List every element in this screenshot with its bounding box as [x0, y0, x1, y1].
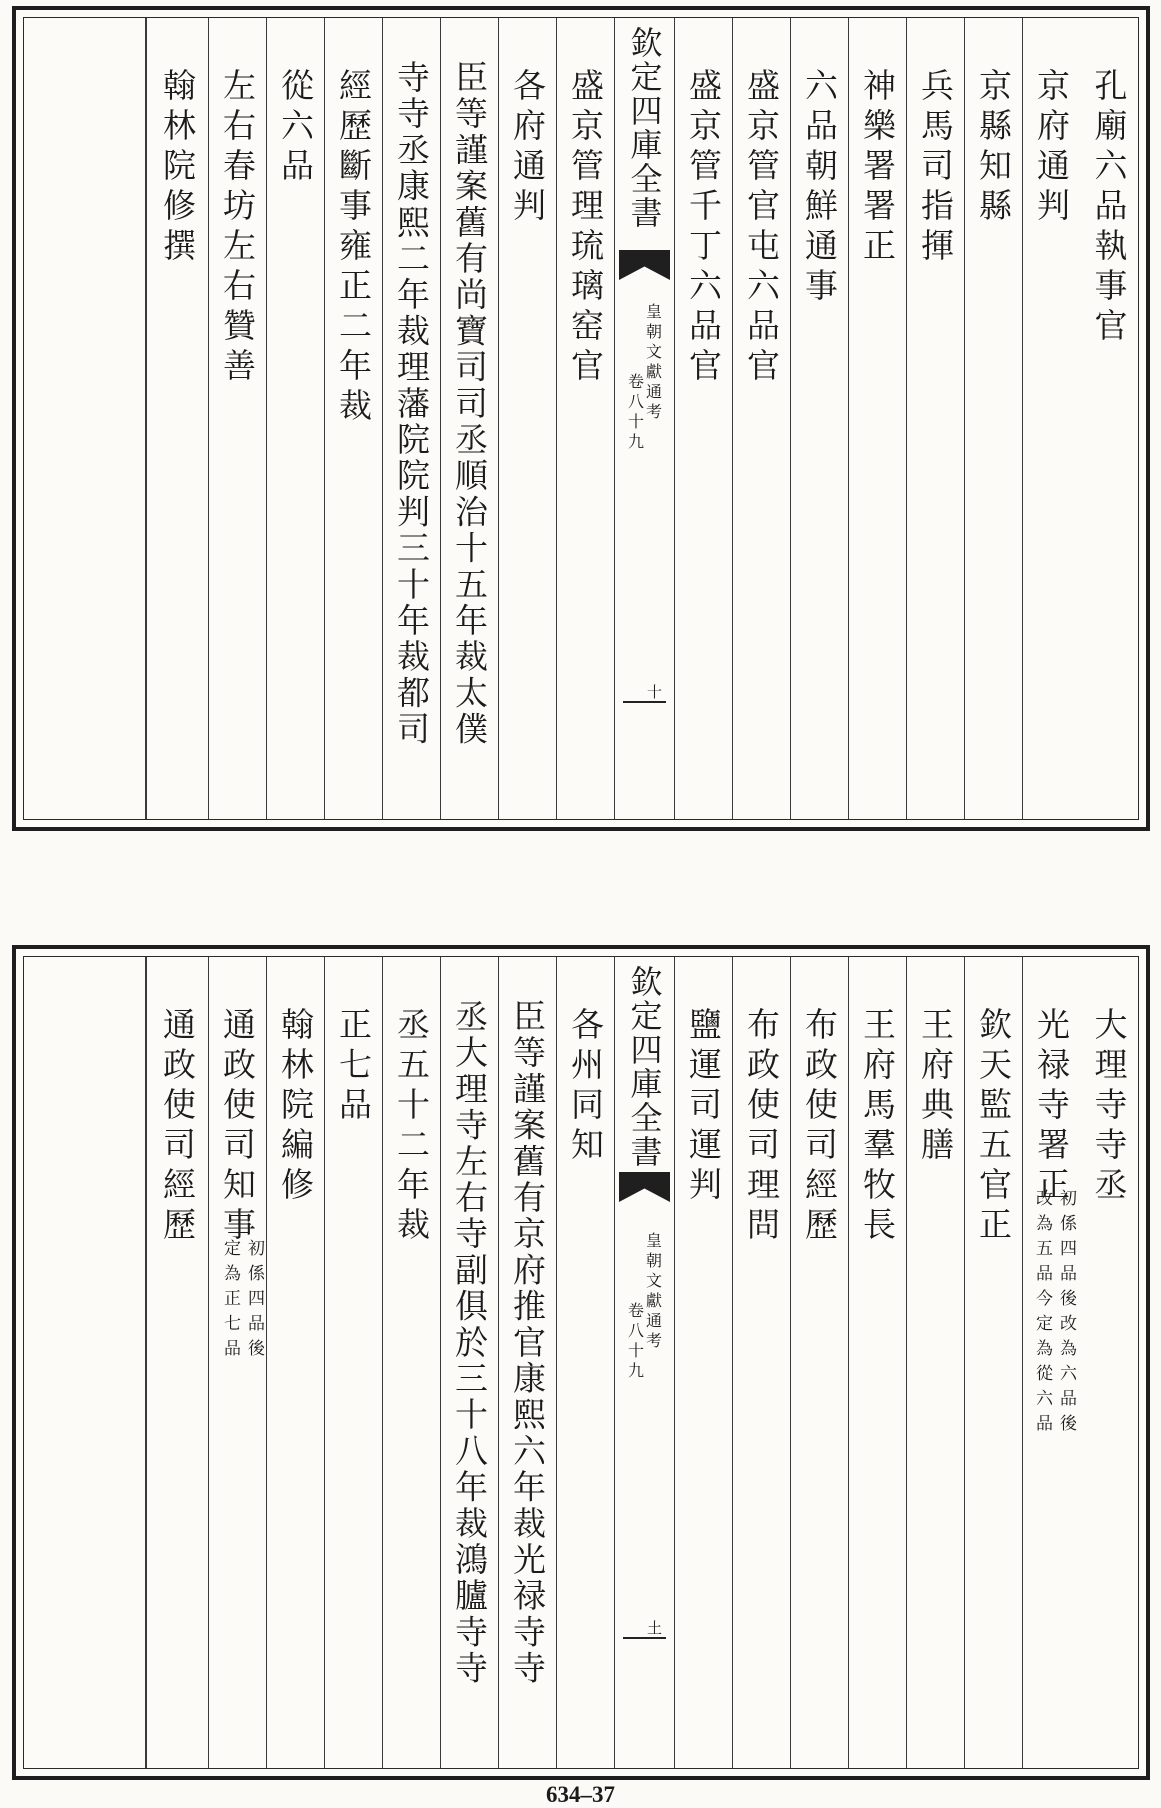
sub-title-left: 卷八十九 — [625, 373, 645, 453]
column-text: 臣等謹案舊有京府推官康熙六年裁光禄寺寺 — [508, 999, 547, 1687]
column — [1022, 18, 1080, 819]
top-page-frame — [23, 17, 1139, 820]
column-text: 丞大理寺左右寺副俱於三十八年裁鴻臚寺寺 — [450, 999, 489, 1687]
column-text: 從六品 — [276, 68, 315, 188]
column-text: 翰林院編修 — [276, 1007, 315, 1207]
column-text: 京縣知縣 — [974, 68, 1013, 228]
column-divider — [145, 18, 146, 819]
page-number: 十 — [646, 683, 663, 701]
annotation-right: 初係四品後改為六品後 — [1056, 1189, 1076, 1439]
column — [732, 957, 790, 1768]
top-page — [12, 6, 1150, 831]
book-title: 欽定四庫全書 — [625, 26, 664, 230]
column-text: 左右春坊左右贊善 — [218, 68, 257, 388]
column-text: 通政使司經歷 — [158, 1007, 197, 1247]
column — [906, 957, 964, 1768]
column-text: 各府通判 — [508, 68, 547, 228]
fish-tail-mark — [619, 1172, 670, 1202]
annotation-right: 初係四品後 — [244, 1239, 264, 1364]
column-text: 正七品 — [334, 1007, 373, 1127]
column — [208, 18, 266, 819]
column-text: 神樂署署正 — [858, 68, 897, 268]
column-text: 京府通判 — [1032, 68, 1071, 228]
column — [266, 18, 324, 819]
column — [498, 18, 556, 819]
book-title: 欽定四庫全書 — [625, 965, 664, 1169]
column — [674, 18, 732, 819]
column-divider — [145, 957, 146, 1768]
column — [146, 957, 208, 1768]
column-text: 翰林院修撰 — [158, 68, 197, 268]
column — [1022, 957, 1080, 1768]
column — [790, 957, 848, 1768]
column-text: 盛京管千丁六品官 — [684, 68, 723, 388]
column-text: 布政使司經歷 — [800, 1007, 839, 1247]
column — [146, 18, 208, 819]
column-text: 寺寺丞康熙二年裁理藩院院判三十年裁都司 — [392, 60, 431, 748]
column-text: 光禄寺署正 — [1032, 1007, 1071, 1207]
column — [382, 18, 440, 819]
column-text: 經歷斷事雍正二年裁 — [334, 68, 373, 428]
bottom-page-frame — [23, 956, 1139, 1769]
column-text: 布政使司理問 — [742, 1007, 781, 1247]
column — [498, 957, 556, 1768]
fish-tail-mark — [619, 250, 670, 280]
column-text: 丞五十二年裁 — [392, 1007, 431, 1247]
column — [1080, 18, 1138, 819]
column — [964, 957, 1022, 1768]
column-text: 大理寺寺丞 — [1089, 1007, 1129, 1207]
column — [440, 18, 498, 819]
page-number: 土 — [646, 1619, 663, 1637]
column — [382, 957, 440, 1768]
column — [790, 18, 848, 819]
column-text: 六品朝鮮通事 — [800, 68, 839, 308]
column-text: 鹽運司運判 — [684, 1007, 723, 1207]
column-text: 通政使司知事 — [218, 1007, 257, 1247]
column-text: 孔廟六品執事官 — [1089, 68, 1129, 348]
column — [732, 18, 790, 819]
column — [208, 957, 266, 1768]
center-column — [614, 18, 674, 819]
bottom-page — [12, 945, 1150, 1780]
column — [556, 18, 614, 819]
page-code: 634–37 — [546, 1782, 615, 1807]
column — [266, 957, 324, 1768]
column-text: 欽天監五官正 — [974, 1007, 1013, 1247]
center-column — [614, 957, 674, 1768]
annotation-left: 定為正七品 — [220, 1239, 240, 1364]
column — [906, 18, 964, 819]
column-text: 各州同知 — [566, 1007, 605, 1167]
column-text: 兵馬司指揮 — [916, 68, 955, 268]
column — [848, 18, 906, 819]
column — [324, 957, 382, 1768]
column-text: 盛京管官屯六品官 — [742, 68, 781, 388]
sub-title-right: 皇朝文獻通考 — [643, 303, 663, 423]
column-text: 盛京管理琉璃窑官 — [566, 68, 605, 388]
column — [440, 957, 498, 1768]
column-text: 王府馬羣牧長 — [858, 1007, 897, 1247]
column — [1080, 957, 1138, 1768]
column — [964, 18, 1022, 819]
annotation-left: 改為五品今定為從六品 — [1032, 1189, 1052, 1439]
column — [674, 957, 732, 1768]
sub-title-right: 皇朝文獻通考 — [643, 1232, 663, 1352]
column — [556, 957, 614, 1768]
page-number-rule — [623, 701, 666, 703]
column-text: 王府典膳 — [916, 1007, 955, 1167]
sub-title-left: 卷八十九 — [625, 1302, 645, 1382]
page-number-rule — [623, 1637, 666, 1639]
column — [324, 18, 382, 819]
column-text: 臣等謹案舊有尚寶司司丞順治十五年裁太僕 — [450, 60, 489, 748]
column — [848, 957, 906, 1768]
